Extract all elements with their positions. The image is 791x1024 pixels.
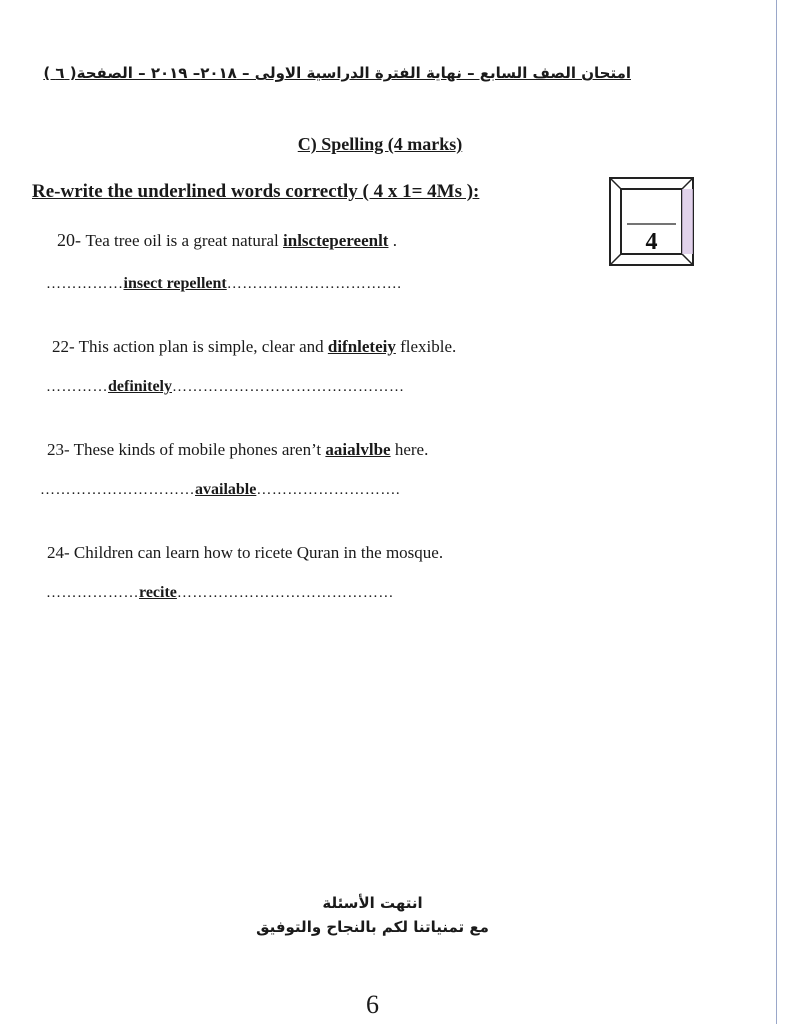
page-number: 6 [366,990,379,1019]
answer-dots: ………… [46,379,108,395]
question-number: 24- [47,543,74,562]
question-text: This action plan is simple, clear and [78,337,328,356]
exam-header: امتحان الصف السابع – نهاية الفترة الدراسية الاولى – ٢٠١٨– ٢٠١٩ – الصفحة( ٦ ) [43,64,631,82]
question-22 [52,337,456,357]
score-box [609,177,694,266]
question-number: 23- [47,440,74,459]
misspelled-word: aaialvlbe [325,440,391,459]
answer-text: recite [139,584,177,601]
answer-dots: ……………… [46,585,139,601]
misspelled-word: inlsctepereenlt [283,231,389,250]
section-title: C) Spelling (4 marks) [297,134,463,154]
misspelled-word: difnleteiy [327,337,396,356]
closing-line-2: مع تمنياتنا لكم بالنجاح والتوفيق [256,918,489,936]
score-frame-icon [609,177,694,266]
answer-line-23[interactable] [40,481,400,499]
instruction-text: Re-write the underlined words correctly ( 4 x 1= 4Ms ): [32,181,480,202]
answer-dots: ……………………………………… [172,379,405,395]
question-text-end: . [388,231,397,250]
answer-dots: ………………………. [256,482,401,498]
question-text: Children can learn how to ricete Quran in the mosque. [73,543,444,562]
question-text-end: here. [390,440,429,459]
score-value: 4 [645,229,658,255]
answer-dots: …………… [46,276,124,292]
answer-dots: ………………………… [40,482,195,498]
closing-line-1: انتهت الأسئلة [322,894,423,912]
question-23 [47,440,428,460]
answer-line-24[interactable] [46,584,394,602]
question-number: 20- [57,230,86,250]
page-edge-line [776,0,777,1024]
answer-dots: ……………………………. [226,276,402,292]
question-text: Tea tree oil is a great natural [85,231,284,250]
question-20 [57,230,397,251]
answer-line-22[interactable] [46,378,405,396]
question-text-end: flexible. [395,337,457,356]
question-text: These kinds of mobile phones aren’t [73,440,326,459]
question-number: 22- [52,337,79,356]
answer-line-20[interactable] [46,275,401,293]
answer-dots: …………………………………… [176,585,394,601]
answer-text: definitely [108,378,172,395]
answer-text: available [195,481,257,498]
answer-text: insect repellent [123,275,227,292]
question-24 [47,543,443,563]
